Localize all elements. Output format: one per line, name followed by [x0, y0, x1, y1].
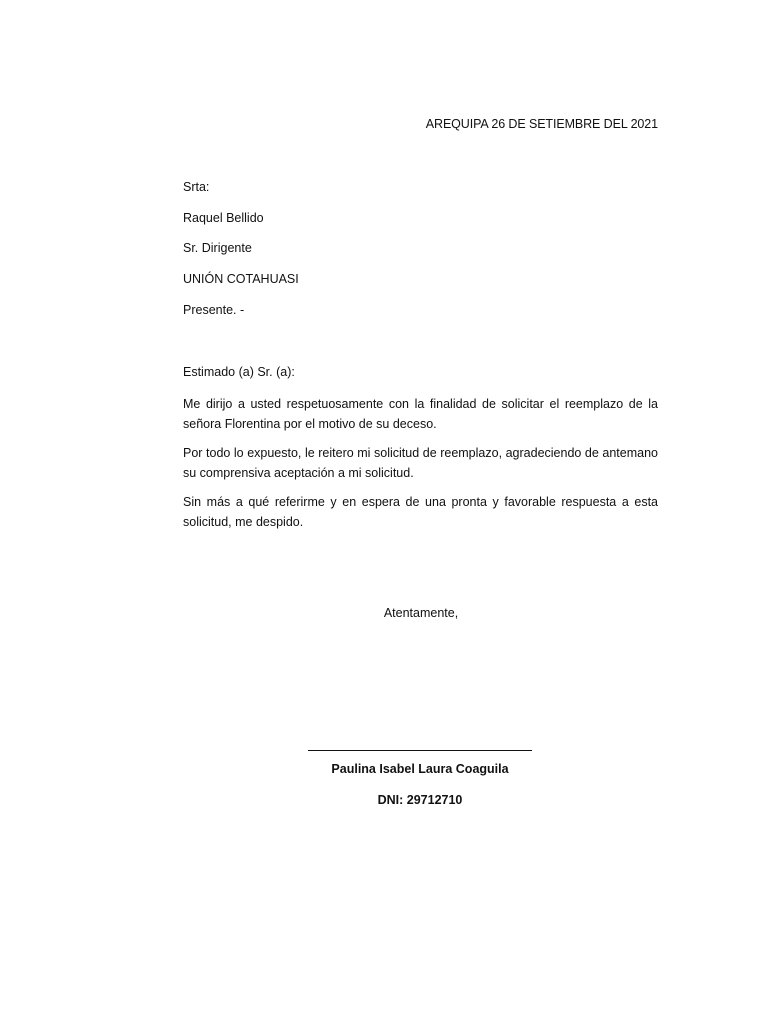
recipient-presente: Presente. -: [183, 303, 245, 317]
letter-date: AREQUIPA 26 DE SETIEMBRE DEL 2021: [425, 117, 658, 131]
body-paragraph-3: Sin más a qué referirme y en espera de una pronta y favorable respuesta a esta solicitud, me despido.: [183, 495, 658, 529]
body-paragraph-2: Por todo lo expuesto, le reitero mi solicitud de reemplazo, agradeciendo de antemano su comprensiva aceptación a mi solicitud.: [183, 446, 658, 480]
closing: Atentamente,: [383, 606, 459, 620]
recipient-organization: UNIÓN COTAHUASI: [183, 272, 299, 286]
salutation: Estimado (a) Sr. (a):: [183, 365, 295, 379]
recipient-role: Sr. Dirigente: [183, 241, 252, 255]
signature-line: [308, 750, 532, 751]
body-paragraph-1: Me dirijo a usted respetuosamente con la finalidad de solicitar el reemplazo de la señora Florentina por el motivo de su deceso.: [183, 397, 658, 431]
recipient-name: Raquel Bellido: [183, 211, 264, 225]
recipient-title: Srta:: [183, 180, 210, 194]
signature-name: Paulina Isabel Laura Coaguila: [331, 762, 509, 776]
signature-dni: DNI: 29712710: [377, 793, 463, 807]
